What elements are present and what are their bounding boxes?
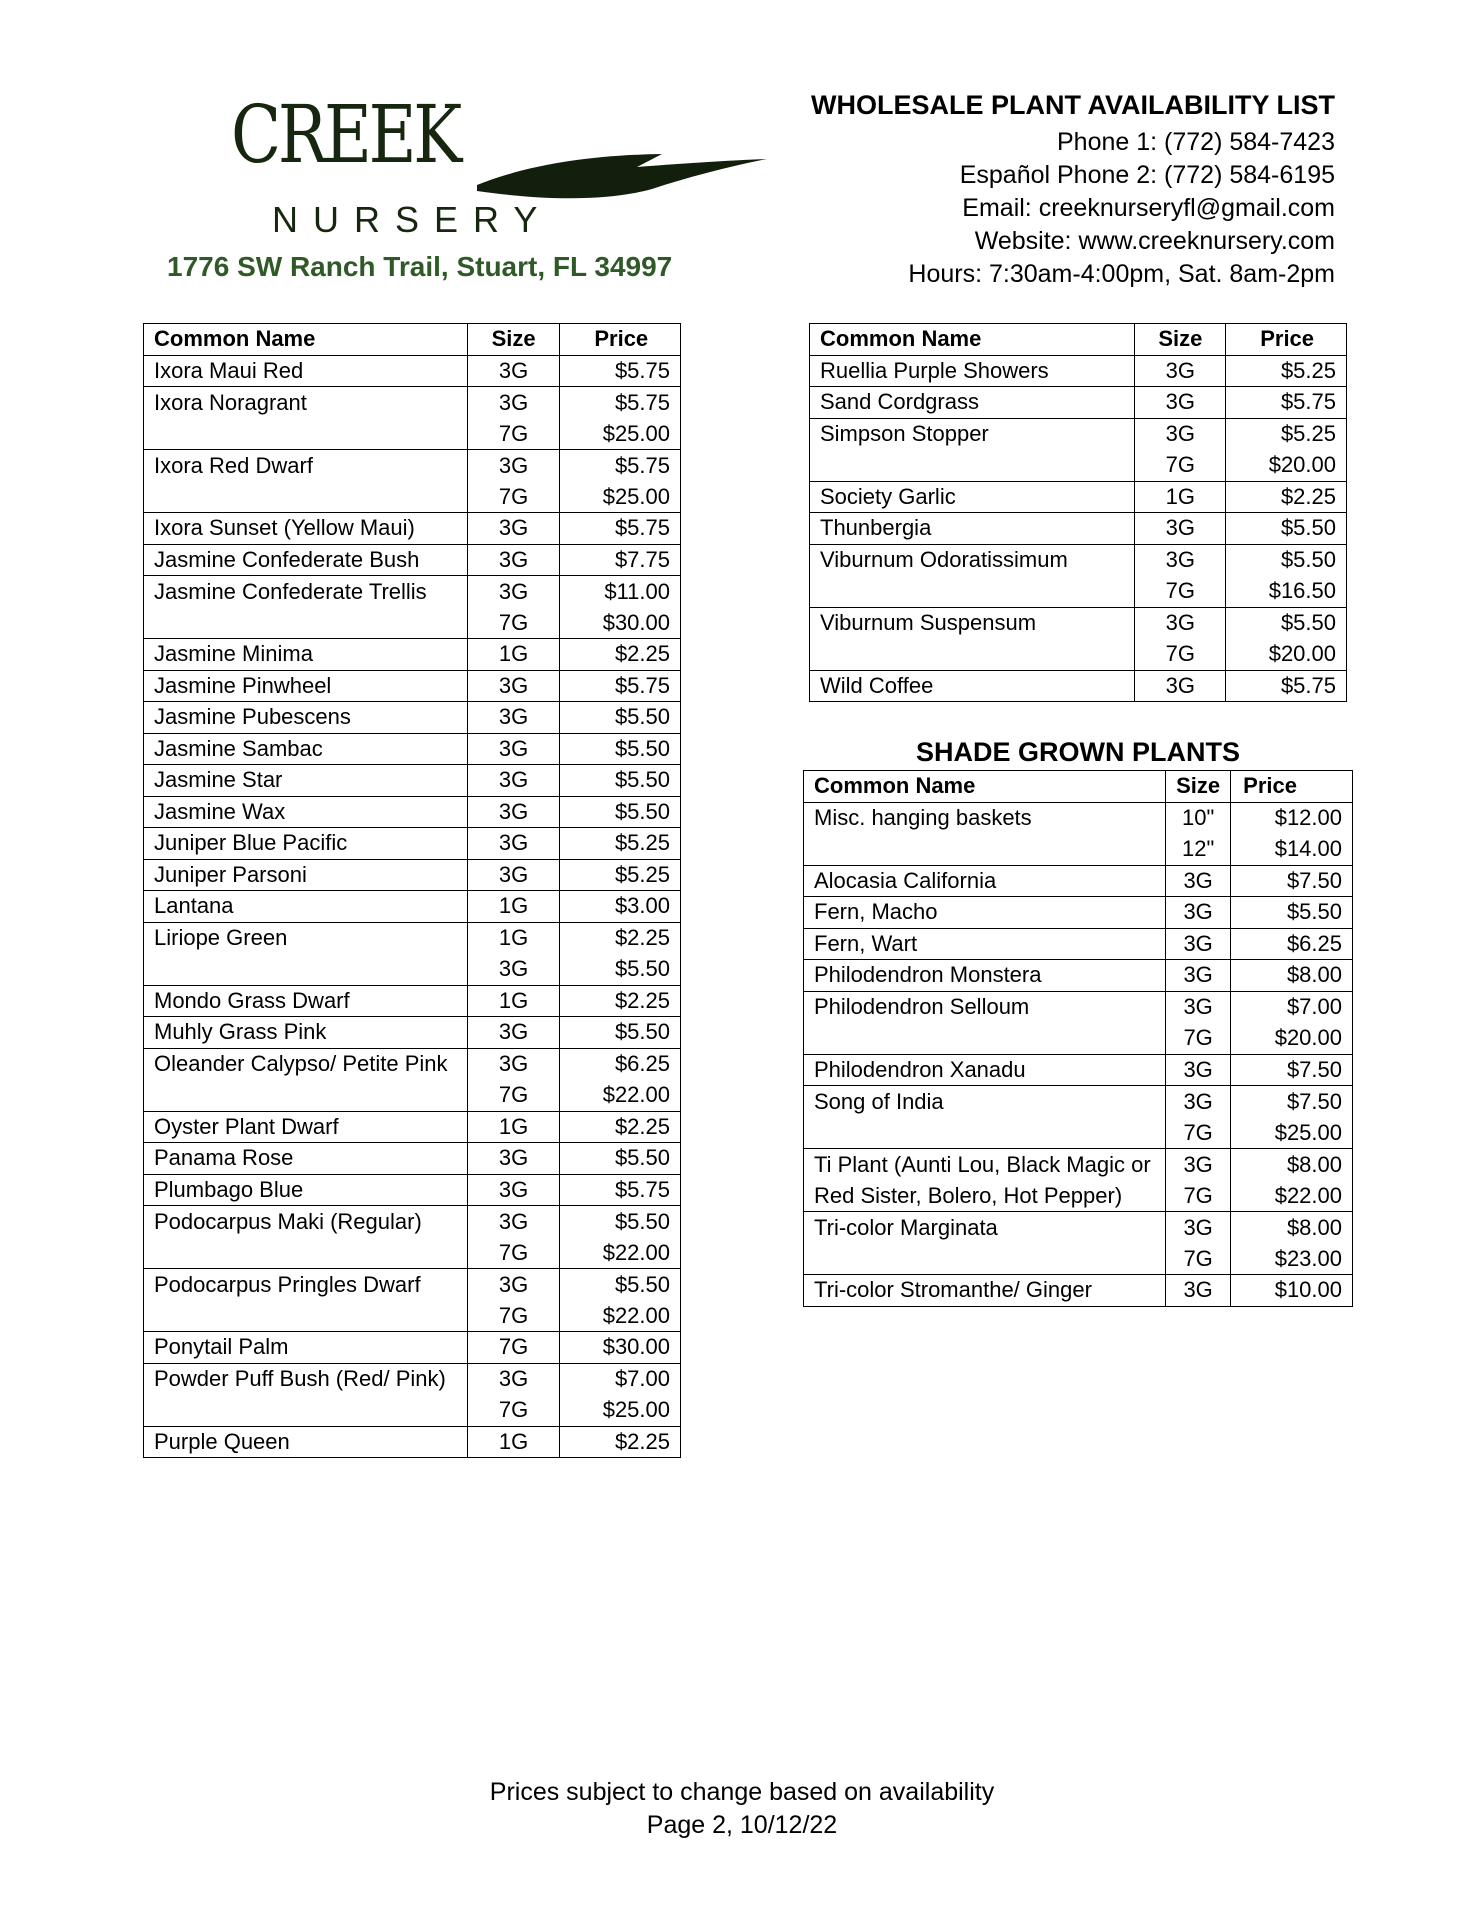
plant-name: Ixora Noragrant [144, 387, 468, 419]
plant-price: $5.50 [1231, 897, 1353, 929]
plant-size: 1G [467, 1111, 560, 1143]
plant-size: 3G [1166, 1086, 1231, 1118]
plant-name: Jasmine Confederate Trellis [144, 576, 468, 608]
plant-size: 3G [467, 387, 560, 419]
plant-price: $7.00 [560, 1363, 681, 1395]
plant-price: $25.00 [1231, 1117, 1353, 1149]
plant-name [144, 954, 468, 986]
table-row [144, 1269, 681, 1301]
plant-name: Plumbago Blue [144, 1174, 468, 1206]
plant-size: 3G [467, 1206, 560, 1238]
table-row [144, 1143, 681, 1175]
logo-wordmark-nursery: NURSERY [272, 199, 553, 240]
plant-price: $2.25 [560, 1111, 681, 1143]
plant-price: $5.25 [560, 828, 681, 860]
table-row [144, 1426, 681, 1458]
plant-name [804, 834, 1166, 866]
plant-name: Misc. hanging baskets [804, 802, 1166, 834]
table-row [804, 1086, 1353, 1118]
column-header-price: Price [560, 324, 681, 356]
plant-name: Ti Plant (Aunti Lou, Black Magic or [804, 1149, 1166, 1181]
plant-name: Ixora Maui Red [144, 355, 468, 387]
plant-name: Liriope Green [144, 922, 468, 954]
plant-price: $10.00 [1231, 1275, 1353, 1307]
plant-price: $7.50 [1231, 1054, 1353, 1086]
table-row [144, 1174, 681, 1206]
table-row [144, 1237, 681, 1269]
plant-price: $5.75 [560, 355, 681, 387]
plant-price: $2.25 [560, 922, 681, 954]
table-row [810, 355, 1347, 387]
plant-name [144, 1300, 468, 1332]
plant-size: 3G [1135, 607, 1226, 639]
plant-price: $5.50 [1226, 513, 1347, 545]
column-header-name: Common Name [810, 324, 1135, 356]
table-row [810, 607, 1347, 639]
table-row [144, 828, 681, 860]
plant-name: Jasmine Star [144, 765, 468, 797]
plant-name: Jasmine Minima [144, 639, 468, 671]
plant-price: $7.50 [1231, 1086, 1353, 1118]
plant-name: Juniper Parsoni [144, 859, 468, 891]
table-row [144, 1395, 681, 1427]
shade-plant-table [803, 770, 1353, 1307]
plant-name: Viburnum Odoratissimum [810, 544, 1135, 576]
plant-name: Red Sister, Bolero, Hot Pepper) [804, 1180, 1166, 1212]
table-row [804, 1212, 1353, 1244]
plant-size: 3G [1166, 991, 1231, 1023]
table-row [810, 670, 1347, 702]
plant-price: $6.25 [1231, 928, 1353, 960]
table-row [144, 576, 681, 608]
table-row [810, 387, 1347, 419]
plant-price: $5.75 [1226, 670, 1347, 702]
plant-size: 3G [467, 355, 560, 387]
plant-name: Podocarpus Pringles Dwarf [144, 1269, 468, 1301]
plant-size: 7G [467, 607, 560, 639]
plant-price: $5.50 [560, 1017, 681, 1049]
plant-name [804, 1243, 1166, 1275]
table-row [804, 1275, 1353, 1307]
plant-price: $6.25 [560, 1048, 681, 1080]
plant-size: 3G [467, 513, 560, 545]
plant-name: Panama Rose [144, 1143, 468, 1175]
plant-table-right [809, 323, 1347, 702]
plant-size: 7G [1135, 576, 1226, 608]
column-header-price: Price [1226, 324, 1347, 356]
table-row [144, 891, 681, 923]
page-title: WHOLESALE PLANT AVAILABILITY LIST [811, 90, 1335, 120]
plant-name: Oleander Calypso/ Petite Pink [144, 1048, 468, 1080]
plant-name: Alocasia California [804, 865, 1166, 897]
plant-price: $5.75 [560, 387, 681, 419]
plant-size: 3G [467, 544, 560, 576]
plant-price: $14.00 [1231, 834, 1353, 866]
plant-size: 12" [1166, 834, 1231, 866]
phone-1: Phone 1: (772) 584-7423 [1057, 128, 1335, 156]
plant-name: Tri-color Stromanthe/ Ginger [804, 1275, 1166, 1307]
plant-size: 7G [1166, 1243, 1231, 1275]
plant-price: $22.00 [560, 1300, 681, 1332]
table-row [144, 922, 681, 954]
plant-price: $8.00 [1231, 960, 1353, 992]
plant-name [144, 1395, 468, 1427]
plant-size: 1G [467, 1426, 560, 1458]
plant-name: Jasmine Pubescens [144, 702, 468, 734]
plant-name: Sand Cordgrass [810, 387, 1135, 419]
plant-name [804, 1023, 1166, 1055]
plant-name: Fern, Macho [804, 897, 1166, 929]
table-row [144, 1048, 681, 1080]
plant-name: Juniper Blue Pacific [144, 828, 468, 860]
footer [0, 1776, 1484, 1842]
plant-size: 3G [1166, 897, 1231, 929]
plant-size: 3G [1166, 1149, 1231, 1181]
plant-size: 3G [1166, 928, 1231, 960]
plant-size: 3G [1135, 418, 1226, 450]
table-row [144, 1111, 681, 1143]
column-header-name: Common Name [144, 324, 468, 356]
plant-price: $7.00 [1231, 991, 1353, 1023]
plant-name: Viburnum Suspensum [810, 607, 1135, 639]
plant-price: $5.75 [1226, 387, 1347, 419]
hours: Hours: 7:30am-4:00pm, Sat. 8am-2pm [908, 260, 1335, 288]
logo-wordmark-creek: CREEK [231, 88, 459, 181]
plant-size: 3G [467, 828, 560, 860]
plant-name [810, 450, 1135, 482]
table-row [810, 418, 1347, 450]
plant-name: Ponytail Palm [144, 1332, 468, 1364]
plant-size: 1G [467, 891, 560, 923]
table-row [810, 544, 1347, 576]
plant-price: $25.00 [560, 481, 681, 513]
plant-price: $5.50 [560, 954, 681, 986]
plant-price: $23.00 [1231, 1243, 1353, 1275]
plant-size: 7G [467, 1237, 560, 1269]
plant-price: $7.50 [1231, 865, 1353, 897]
plant-name [810, 639, 1135, 671]
plant-name: Powder Puff Bush (Red/ Pink) [144, 1363, 468, 1395]
table-row [804, 1243, 1353, 1275]
plant-size: 3G [467, 576, 560, 608]
plant-price: $16.50 [1226, 576, 1347, 608]
plant-name: Society Garlic [810, 481, 1135, 513]
column-header-price: Price [1231, 771, 1353, 803]
plant-name [810, 576, 1135, 608]
plant-name: Jasmine Confederate Bush [144, 544, 468, 576]
plant-price: $5.50 [560, 702, 681, 734]
plant-size: 3G [467, 450, 560, 482]
table-row [144, 985, 681, 1017]
table-row [804, 928, 1353, 960]
table-row [804, 1023, 1353, 1055]
column-header-name: Common Name [804, 771, 1166, 803]
plant-name: Philodendron Xanadu [804, 1054, 1166, 1086]
plant-size: 3G [467, 954, 560, 986]
plant-price: $11.00 [560, 576, 681, 608]
plant-name: Lantana [144, 891, 468, 923]
plant-size: 7G [1166, 1180, 1231, 1212]
plant-price: $5.75 [560, 450, 681, 482]
plant-name [144, 418, 468, 450]
phone-2-spanish: Español Phone 2: (772) 584-6195 [959, 161, 1335, 189]
plant-price: $7.75 [560, 544, 681, 576]
table-row [804, 1149, 1353, 1181]
logo-swoosh-icon [477, 133, 777, 208]
plant-name: Ixora Red Dwarf [144, 450, 468, 482]
plant-size: 3G [467, 1143, 560, 1175]
plant-size: 3G [467, 670, 560, 702]
plant-price: $22.00 [560, 1237, 681, 1269]
column-header-size: Size [467, 324, 560, 356]
plant-size: 7G [467, 418, 560, 450]
plant-size: 7G [467, 1395, 560, 1427]
table-row [144, 733, 681, 765]
plant-price: $20.00 [1231, 1023, 1353, 1055]
plant-size: 7G [467, 1300, 560, 1332]
shade-section-title: SHADE GROWN PLANTS [916, 737, 1240, 767]
table-row [804, 1054, 1353, 1086]
plant-size: 3G [467, 1048, 560, 1080]
plant-name: Mondo Grass Dwarf [144, 985, 468, 1017]
table-row [144, 513, 681, 545]
table-row [144, 670, 681, 702]
plant-name: Philodendron Selloum [804, 991, 1166, 1023]
table-row [804, 1180, 1353, 1212]
plant-size: 1G [467, 922, 560, 954]
table-row [144, 481, 681, 513]
table-row [144, 1080, 681, 1112]
table-row [804, 834, 1353, 866]
plant-name: Purple Queen [144, 1426, 468, 1458]
plant-price: $5.50 [560, 1269, 681, 1301]
plant-size: 7G [1166, 1117, 1231, 1149]
plant-size: 3G [1166, 1212, 1231, 1244]
page-number-date: Page 2, 10/12/22 [646, 1811, 838, 1839]
table-row [804, 991, 1353, 1023]
table-row [804, 897, 1353, 929]
plant-price: $20.00 [1226, 450, 1347, 482]
plant-name [144, 481, 468, 513]
plant-price: $8.00 [1231, 1149, 1353, 1181]
plant-price: $5.75 [560, 1174, 681, 1206]
table-row [144, 859, 681, 891]
plant-size: 3G [467, 1017, 560, 1049]
email: Email: creeknurseryfl@gmail.com [962, 194, 1335, 222]
plant-price: $5.50 [560, 733, 681, 765]
company-logo [165, 88, 685, 295]
plant-size: 7G [467, 1332, 560, 1364]
plant-name: Simpson Stopper [810, 418, 1135, 450]
table-header-row [144, 324, 681, 356]
plant-price: $5.50 [1226, 607, 1347, 639]
plant-size: 3G [467, 1363, 560, 1395]
plant-size: 3G [467, 702, 560, 734]
table-row [144, 1300, 681, 1332]
table-row [144, 450, 681, 482]
plant-price: $22.00 [1231, 1180, 1353, 1212]
column-header-size: Size [1166, 771, 1231, 803]
table-row [144, 607, 681, 639]
plant-name: Muhly Grass Pink [144, 1017, 468, 1049]
plant-size: 10" [1166, 802, 1231, 834]
table-row [144, 1206, 681, 1238]
plant-name: Thunbergia [810, 513, 1135, 545]
plant-name: Jasmine Wax [144, 796, 468, 828]
table-row [144, 355, 681, 387]
table-row [810, 513, 1347, 545]
plant-size: 3G [1166, 1275, 1231, 1307]
table-row [144, 387, 681, 419]
plant-name: Jasmine Sambac [144, 733, 468, 765]
plant-price: $25.00 [560, 1395, 681, 1427]
plant-size: 3G [1166, 865, 1231, 897]
plant-price: $5.25 [1226, 355, 1347, 387]
plant-name: Podocarpus Maki (Regular) [144, 1206, 468, 1238]
plant-size: 3G [1135, 387, 1226, 419]
plant-size: 3G [467, 796, 560, 828]
plant-name [144, 607, 468, 639]
plant-name: Tri-color Marginata [804, 1212, 1166, 1244]
plant-name [804, 1117, 1166, 1149]
plant-price: $5.25 [560, 859, 681, 891]
plant-price: $5.50 [560, 1143, 681, 1175]
table-row [804, 802, 1353, 834]
plant-size: 3G [467, 733, 560, 765]
plant-price: $5.50 [560, 765, 681, 797]
plant-price: $12.00 [1231, 802, 1353, 834]
plant-name: Fern, Wart [804, 928, 1166, 960]
plant-size: 3G [467, 859, 560, 891]
plant-name: Oyster Plant Dwarf [144, 1111, 468, 1143]
plant-price: $2.25 [1226, 481, 1347, 513]
table-row [144, 1363, 681, 1395]
plant-price: $5.75 [560, 670, 681, 702]
table-row [144, 796, 681, 828]
table-header-row [804, 771, 1353, 803]
table-row [810, 639, 1347, 671]
plant-size: 1G [1135, 481, 1226, 513]
table-row [144, 639, 681, 671]
plant-size: 3G [467, 1269, 560, 1301]
plant-name: Song of India [804, 1086, 1166, 1118]
plant-size: 7G [1166, 1023, 1231, 1055]
table-row [804, 865, 1353, 897]
plant-size: 1G [467, 639, 560, 671]
plant-name: Jasmine Pinwheel [144, 670, 468, 702]
plant-size: 7G [1135, 450, 1226, 482]
table-row [144, 544, 681, 576]
plant-size: 7G [467, 1080, 560, 1112]
plant-price: $20.00 [1226, 639, 1347, 671]
plant-table-left [143, 323, 681, 1458]
plant-price: $30.00 [560, 1332, 681, 1364]
table-header-row [810, 324, 1347, 356]
plant-name: Ixora Sunset (Yellow Maui) [144, 513, 468, 545]
plant-name: Philodendron Monstera [804, 960, 1166, 992]
plant-size: 3G [1166, 1054, 1231, 1086]
contact-block [811, 90, 1335, 291]
table-row [804, 960, 1353, 992]
plant-price: $30.00 [560, 607, 681, 639]
plant-size: 3G [467, 1174, 560, 1206]
table-row [144, 765, 681, 797]
plant-size: 1G [467, 985, 560, 1017]
plant-price: $2.25 [560, 985, 681, 1017]
table-row [810, 576, 1347, 608]
plant-name: Ruellia Purple Showers [810, 355, 1135, 387]
plant-size: 3G [1166, 960, 1231, 992]
table-row [144, 1017, 681, 1049]
table-row [144, 954, 681, 986]
plant-size: 3G [1135, 513, 1226, 545]
plant-price: $3.00 [560, 891, 681, 923]
table-row [144, 1332, 681, 1364]
plant-size: 7G [467, 481, 560, 513]
table-row [810, 481, 1347, 513]
plant-name [144, 1080, 468, 1112]
plant-price: $5.50 [1226, 544, 1347, 576]
nursery-address: 1776 SW Ranch Trail, Stuart, FL 34997 [167, 251, 673, 282]
plant-price: $2.25 [560, 639, 681, 671]
plant-size: 3G [1135, 670, 1226, 702]
plant-price: $5.25 [1226, 418, 1347, 450]
plant-price: $5.50 [560, 1206, 681, 1238]
column-header-size: Size [1135, 324, 1226, 356]
table-row [144, 418, 681, 450]
plant-price: $22.00 [560, 1080, 681, 1112]
website: Website: www.creeknursery.com [974, 227, 1335, 255]
plant-price: $5.50 [560, 796, 681, 828]
plant-size: 3G [1135, 544, 1226, 576]
plant-size: 3G [1135, 355, 1226, 387]
plant-size: 3G [467, 765, 560, 797]
plant-price: $2.25 [560, 1426, 681, 1458]
plant-size: 7G [1135, 639, 1226, 671]
plant-name [144, 1237, 468, 1269]
table-row [804, 1117, 1353, 1149]
plant-name: Wild Coffee [810, 670, 1135, 702]
plant-price: $8.00 [1231, 1212, 1353, 1244]
price-disclaimer: Prices subject to change based on availability [489, 1778, 995, 1806]
plant-price: $5.75 [560, 513, 681, 545]
table-row [810, 450, 1347, 482]
plant-price: $25.00 [560, 418, 681, 450]
table-row [144, 702, 681, 734]
